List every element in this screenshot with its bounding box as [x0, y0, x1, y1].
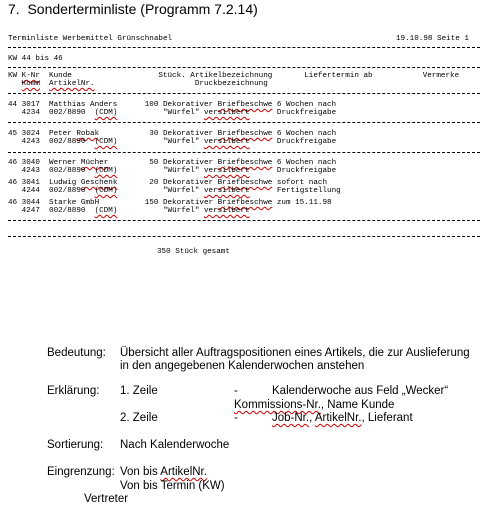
- divider: [8, 220, 480, 221]
- report-row: 4243 002/8890 (CDM) "Würfel" versilbert Druckfreigabe: [8, 167, 337, 175]
- column-header-line-2: Komm ArtikelNr. Druckbezeichnung: [21, 80, 268, 88]
- eingrenzung-line-2: Von bis Termin (KW): [120, 480, 225, 492]
- zeile2-label: 2. Zeile: [120, 412, 158, 424]
- zeile1-dash: -: [234, 385, 238, 397]
- sortierung-label: Sortierung:: [47, 439, 104, 451]
- report-row: 46 3040 Werner Mücher 50 Dekorativer Briefbeschwe 6 Wochen nach: [8, 159, 337, 167]
- column-header-line-1: KW K-Nr Kunde Stück. Artikelbezeichnung Liefertermin ab Vermerke: [8, 72, 460, 80]
- erklaerung-label: Erklärung:: [47, 385, 100, 397]
- divider: [8, 67, 480, 68]
- report-title: Terminliste Werbemittel Grünschnabel: [8, 35, 173, 43]
- zeile1-label: 1. Zeile: [120, 385, 158, 397]
- bedeutung-label: Bedeutung:: [47, 347, 106, 359]
- divider: [8, 236, 480, 237]
- divider: [8, 93, 480, 94]
- report-row: 4244 002/8890 (CDM) "Würfel" versilbert Fertigstellung: [8, 187, 341, 195]
- bedeutung-text-line-2: in den angegebenen Kalenderwochen anstehen: [120, 360, 365, 372]
- eingrenzung-label: Eingrenzung:: [47, 466, 115, 478]
- report-date-page: 19.10.98 Seite 1: [396, 35, 469, 43]
- report-row: 4234 002/8890 (CDM) "Würfel" versilbert Druckfreigabe: [8, 109, 337, 117]
- sortierung-text: Nach Kalenderwoche: [120, 439, 230, 451]
- divider: [8, 152, 480, 153]
- eingrenzung-line-3: Vertreter: [84, 493, 129, 505]
- zeile1-text-b: Kommissions-Nr., Name Kunde: [234, 399, 395, 411]
- section-heading: 7. Sonderterminliste (Programm 7.2.14): [8, 1, 258, 17]
- report-row: 4243 002/8890 (CDM) "Würfel" versilbert Druckfreigabe: [8, 138, 337, 146]
- report-row: 46 3041 Ludwig Geschenk 20 Dekorativer Briefbeschwe sofort nach: [8, 179, 328, 187]
- report-total: 350 Stück gesamt: [157, 248, 230, 256]
- eingrenzung-line-1: Von bis ArtikelNr.: [120, 466, 207, 478]
- zeile2-dash: -: [234, 412, 238, 424]
- divider: [8, 122, 480, 123]
- divider: [8, 47, 480, 48]
- zeile1-text-a: Kalenderwoche aus Feld „Wecker“: [272, 385, 449, 397]
- report-row: 45 3024 Peter Robak 30 Dekorativer Briefbeschwe 6 Wochen nach: [8, 130, 337, 138]
- report-range: KW 44 bis 46: [8, 55, 63, 63]
- report-row: 4247 002/8890 (CDM) "Würfel" versilbert: [8, 207, 250, 215]
- bedeutung-text-line-1: Übersicht aller Auftragspositionen eines Artikels, die zur Auslieferung: [120, 347, 470, 359]
- report-row: 44 3017 Matthias Anders 100 Dekorativer Briefbeschwe 6 Wochen nach: [8, 101, 337, 109]
- zeile2-text: Job-Nr., ArtikelNr., Lieferant: [272, 412, 413, 424]
- report-row: 46 3044 Starke GmbH 150 Dekorativer Briefbeschwe zum 15.11.98: [8, 199, 332, 207]
